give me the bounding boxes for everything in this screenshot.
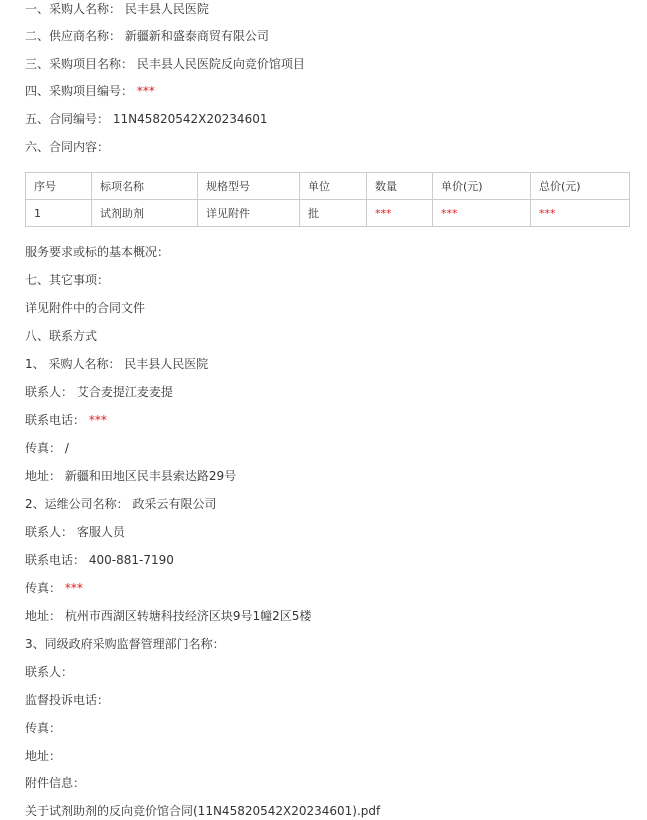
column-header-item-name: 标项名称 <box>92 173 198 200</box>
buyer-contact-fax-label: 传真： <box>25 441 62 455</box>
project-name-value: 民丰县人民医院反向竞价馆项目 <box>136 57 305 71</box>
supervisor-fax-label: 传真： <box>25 721 62 735</box>
cell-index: 1 <box>26 200 92 227</box>
column-header-unit-price: 单价(元) <box>433 173 531 200</box>
attachment-file-row <box>25 802 380 820</box>
table-row <box>26 200 630 227</box>
service-overview-label: 服务要求或标的基本概况： <box>25 245 170 259</box>
supervisor-phone-label: 监督投诉电话： <box>25 693 110 707</box>
contract-content-label: 六、合同内容： <box>25 140 110 154</box>
supervisor-person-label: 联系人： <box>25 665 74 679</box>
operator-fax-label: 传真： <box>25 581 62 595</box>
buyer-contact-name-row <box>25 355 208 373</box>
operator-person-row <box>25 523 125 541</box>
cell-unit: 批 <box>300 200 367 227</box>
buyer-contact-person-value: 艾合麦提江麦麦提 <box>76 385 173 399</box>
buyer-contact-name-label: 1、 采购人名称： <box>25 357 121 371</box>
operator-address-value: 杭州市西湖区转塘科技经济区块9号1幢2区5楼 <box>64 609 312 623</box>
operator-person-value: 客服人员 <box>76 525 125 539</box>
operator-name-value: 政采云有限公司 <box>132 497 217 511</box>
contract-table <box>25 172 629 227</box>
attachment-file-link[interactable]: 关于试剂助剂的反向竞价馆合同(11N45820542X20234601).pdf <box>25 804 381 818</box>
column-header-index: 序号 <box>26 173 92 200</box>
buyer-name-row <box>25 0 209 18</box>
buyer-name-value: 民丰县人民医院 <box>124 2 209 16</box>
supplier-name-label: 二、供应商名称： <box>25 29 122 43</box>
project-number-row <box>25 82 155 100</box>
operator-name-row <box>25 495 216 513</box>
cell-quantity: *** <box>367 200 433 227</box>
buyer-contact-name-value: 民丰县人民医院 <box>124 357 209 371</box>
other-matters-value: 详见附件中的合同文件 <box>25 301 146 315</box>
operator-phone-row <box>25 551 174 569</box>
operator-fax-row <box>25 579 83 597</box>
buyer-contact-fax-row <box>25 439 69 457</box>
project-number-value: *** <box>136 84 155 98</box>
buyer-contact-phone-value: *** <box>88 413 107 427</box>
buyer-contact-person-label: 联系人： <box>25 385 74 399</box>
project-number-label: 四、采购项目编号： <box>25 84 134 98</box>
contact-section-label: 八、联系方式 <box>25 329 98 343</box>
column-header-unit: 单位 <box>300 173 367 200</box>
buyer-contact-phone-row <box>25 411 107 429</box>
operator-phone-value: 400-881-7190 <box>88 553 174 567</box>
column-header-spec: 规格型号 <box>198 173 300 200</box>
cell-unit-price: *** <box>433 200 531 227</box>
column-header-total-price: 总价(元) <box>531 173 630 200</box>
buyer-contact-address-value: 新疆和田地区民丰县索达路29号 <box>64 469 237 483</box>
project-name-label: 三、采购项目名称： <box>25 57 134 71</box>
operator-phone-label: 联系电话： <box>25 553 86 567</box>
supervisor-address-label: 地址： <box>25 749 62 763</box>
table-header-row <box>26 173 630 200</box>
cell-item-name: 试剂助剂 <box>92 200 198 227</box>
operator-address-label: 地址： <box>25 609 62 623</box>
operator-person-label: 联系人： <box>25 525 74 539</box>
attachment-label: 附件信息： <box>25 776 86 790</box>
other-matters-label: 七、其它事项： <box>25 273 110 287</box>
cell-spec: 详见附件 <box>198 200 300 227</box>
contract-number-row <box>25 110 267 128</box>
operator-address-row <box>25 607 311 625</box>
supplier-name-row <box>25 27 269 45</box>
buyer-contact-address-row <box>25 467 236 485</box>
cell-total-price: *** <box>531 200 630 227</box>
buyer-contact-fax-value: / <box>64 441 69 455</box>
contract-number-label: 五、合同编号： <box>25 112 110 126</box>
buyer-contact-address-label: 地址： <box>25 469 62 483</box>
buyer-contact-person-row <box>25 383 173 401</box>
column-header-quantity: 数量 <box>367 173 433 200</box>
contract-number-value: 11N45820542X20234601 <box>112 112 268 126</box>
project-name-row <box>25 55 305 73</box>
buyer-contact-phone-label: 联系电话： <box>25 413 86 427</box>
supervisor-name-label: 3、同级政府采购监督管理部门名称： <box>25 637 225 651</box>
operator-name-label: 2、运维公司名称： <box>25 497 129 511</box>
buyer-name-label: 一、采购人名称： <box>25 2 122 16</box>
supplier-name-value: 新疆新和盛泰商贸有限公司 <box>124 29 269 43</box>
operator-fax-value: *** <box>64 581 83 595</box>
